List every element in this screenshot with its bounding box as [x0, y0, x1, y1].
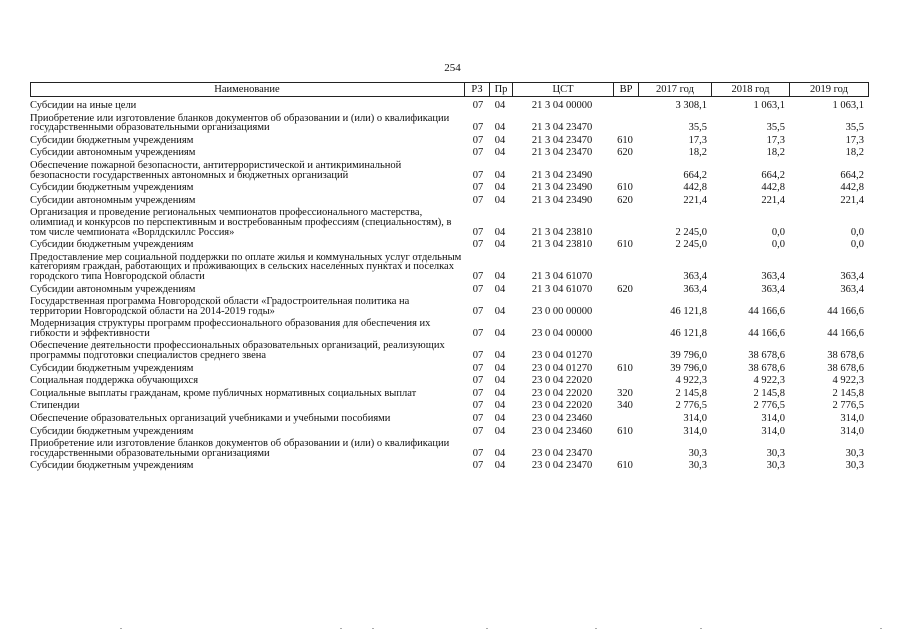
row-2017: 314,0	[683, 425, 707, 437]
row-rz: 07	[472, 122, 484, 134]
row-2017: 2 245,0	[675, 226, 707, 238]
row-2017: 2 776,5	[675, 400, 707, 412]
row-rz: 07	[472, 100, 484, 111]
row-pr: 04	[494, 100, 506, 111]
row-vr: 320	[617, 387, 633, 399]
row-rz: 07	[472, 194, 484, 206]
row-2017: 46 121,8	[670, 327, 707, 339]
row-2018: 38 678,6	[748, 350, 785, 362]
row-pr: 04	[494, 375, 506, 387]
row-cst: 23 0 04 00000	[531, 327, 593, 339]
row-cst: 23 0 04 01270	[531, 350, 593, 362]
row-2019: 363,4	[840, 270, 864, 282]
table-row	[30, 285, 869, 295]
row-2017: 3 308,1	[675, 100, 707, 111]
row-2018: 2 145,8	[753, 387, 785, 399]
row-name: Приобретение или изготовление бланков документов об образовании и (или) о квалификации государственными образовательными организациями	[30, 438, 450, 459]
row-vr: 620	[617, 283, 633, 295]
row-pr: 04	[494, 182, 506, 194]
row-2017: 221,4	[683, 194, 707, 206]
row-name: Организация и проведение региональных чемпионатов профессионального мастерства, олимпиад и конкурсов по перспективным и востребованным профессиям (специальностям), в том числе чемпионата «Ворлдскиллс Россия»	[30, 207, 452, 238]
row-name: Стипендии	[30, 400, 80, 412]
page-number: 254	[444, 62, 461, 74]
table-row	[30, 341, 869, 360]
row-2019: 44 166,6	[827, 305, 864, 317]
row-name: Субсидии бюджетным учреждениям	[30, 134, 194, 146]
row-cst: 23 0 00 00000	[531, 305, 593, 317]
row-2017: 18,2	[688, 147, 707, 159]
row-cst: 23 0 04 23470	[531, 447, 593, 459]
row-rz: 07	[472, 387, 484, 399]
row-name: Субсидии автономным учреждениям	[30, 147, 196, 159]
row-rz: 07	[472, 134, 484, 146]
row-pr: 04	[494, 239, 506, 251]
row-rz: 07	[472, 305, 484, 317]
row-name: Обеспечение образовательных организаций учебниками и учебными пособиями	[30, 413, 391, 425]
row-vr: 610	[617, 239, 633, 251]
table-row	[30, 414, 869, 424]
row-2018: 0,0	[771, 239, 785, 251]
row-2017: 664,2	[683, 169, 707, 181]
row-vr: 610	[617, 460, 633, 472]
row-pr: 04	[494, 413, 506, 425]
row-2018: 44 166,6	[748, 327, 785, 339]
row-2017: 30,3	[688, 460, 707, 472]
row-2019: 2 145,8	[832, 387, 864, 399]
row-cst: 21 3 04 23470	[531, 147, 593, 159]
row-cst: 21 3 04 23470	[531, 134, 593, 146]
row-2019: 38 678,6	[827, 350, 864, 362]
row-name: Субсидии автономным учреждениям	[30, 283, 196, 295]
row-cst: 21 3 04 23810	[531, 226, 593, 238]
row-cst: 23 0 04 22020	[531, 387, 593, 399]
row-2018: 4 922,3	[753, 375, 785, 387]
row-rz: 07	[472, 413, 484, 425]
table-row	[30, 208, 869, 237]
header-2019: 2019 год	[810, 84, 848, 95]
row-rz: 07	[472, 447, 484, 459]
row-rz: 07	[472, 350, 484, 362]
row-pr: 04	[494, 350, 506, 362]
row-2018: 30,3	[766, 447, 785, 459]
row-2018: 38 678,6	[748, 362, 785, 374]
row-name: Социальная поддержка обучающихся	[30, 375, 199, 387]
row-2018: 363,4	[761, 283, 785, 295]
row-name: Субсидии бюджетным учреждениям	[30, 239, 194, 251]
table-row	[30, 240, 869, 250]
row-2017: 39 796,0	[670, 362, 707, 374]
row-vr: 340	[617, 400, 633, 412]
table-row	[30, 183, 869, 193]
row-vr: 610	[617, 182, 633, 194]
header-cst: ЦСТ	[552, 84, 574, 95]
row-2018: 0,0	[771, 226, 785, 238]
row-rz: 07	[472, 400, 484, 412]
row-2019: 664,2	[840, 169, 864, 181]
row-cst: 21 3 04 61070	[531, 283, 593, 295]
row-2018: 442,8	[761, 182, 785, 194]
row-cst: 21 3 04 23490	[531, 194, 593, 206]
row-cst: 21 3 04 23470	[531, 122, 593, 134]
scan-marks	[0, 628, 905, 634]
row-2018: 30,3	[766, 460, 785, 472]
row-name: Социальные выплаты гражданам, кроме публичных нормативных социальных выплат	[30, 387, 417, 399]
row-name: Модернизация структуры программ профессионального образования для обеспечения их гибкости и эффективности	[30, 318, 431, 339]
row-name: Субсидии бюджетным учреждениям	[30, 182, 194, 194]
row-name: Субсидии бюджетным учреждениям	[30, 362, 194, 374]
row-pr: 04	[494, 305, 506, 317]
row-rz: 07	[472, 283, 484, 295]
row-2019: 17,3	[845, 134, 864, 146]
row-2017: 39 796,0	[670, 350, 707, 362]
table-row	[30, 401, 869, 411]
row-name: Субсидии автономным учреждениям	[30, 194, 196, 206]
row-vr: 610	[617, 425, 633, 437]
row-2019: 314,0	[840, 425, 864, 437]
row-rz: 07	[472, 226, 484, 238]
row-2017: 2 145,8	[675, 387, 707, 399]
row-vr: 620	[617, 194, 633, 206]
row-pr: 04	[494, 362, 506, 374]
row-pr: 04	[494, 226, 506, 238]
header-name: Наименование	[214, 84, 280, 95]
table-row	[30, 376, 869, 386]
row-rz: 07	[472, 270, 484, 282]
header-rz: РЗ	[471, 84, 483, 95]
row-pr: 04	[494, 327, 506, 339]
row-rz: 07	[472, 182, 484, 194]
row-rz: 07	[472, 169, 484, 181]
row-vr: 620	[617, 147, 633, 159]
row-pr: 04	[494, 194, 506, 206]
row-2018: 314,0	[761, 413, 785, 425]
row-2019: 4 922,3	[832, 375, 864, 387]
row-name: Предоставление мер социальной поддержки по оплате жилья и коммунальных услуг отдельным категориям граждан, работающих и проживающих в сельских населенных пунктах и поселках городского типа Новгородской области	[30, 251, 462, 282]
row-2019: 38 678,6	[827, 362, 864, 374]
row-2019: 363,4	[840, 283, 864, 295]
row-cst: 23 0 04 01270	[531, 362, 593, 374]
row-vr: 610	[617, 134, 633, 146]
row-2017: 46 121,8	[670, 305, 707, 317]
table-row	[30, 253, 869, 282]
table-row	[30, 148, 869, 158]
table-row	[30, 461, 869, 471]
row-2019: 44 166,6	[827, 327, 864, 339]
row-cst: 21 3 04 61070	[531, 270, 593, 282]
table-row	[30, 196, 869, 206]
row-name: Субсидии бюджетным учреждениям	[30, 425, 194, 437]
row-rz: 07	[472, 239, 484, 251]
row-cst: 23 0 04 22020	[531, 400, 593, 412]
row-rz: 07	[472, 147, 484, 159]
header-2017: 2017 год	[656, 84, 694, 95]
table-row	[30, 364, 869, 374]
row-2017: 30,3	[688, 447, 707, 459]
row-pr: 04	[494, 270, 506, 282]
row-pr: 04	[494, 425, 506, 437]
row-2019: 0,0	[850, 226, 864, 238]
row-2019: 442,8	[840, 182, 864, 194]
row-cst: 21 3 04 23490	[531, 182, 593, 194]
table-body	[30, 101, 869, 471]
row-name: Обеспечение деятельности профессиональных образовательных организаций, реализующих программы подготовки специалистов среднего звена	[30, 340, 445, 362]
row-2017: 4 922,3	[675, 375, 707, 387]
row-pr: 04	[494, 400, 506, 412]
row-2018: 35,5	[766, 122, 785, 134]
row-2017: 314,0	[683, 413, 707, 425]
row-name: Приобретение или изготовление бланков документов об образовании и (или) о квалификации государственными образовательными организациями	[30, 112, 450, 134]
table-row	[30, 427, 869, 437]
table-row	[30, 136, 869, 146]
table-row	[30, 101, 869, 111]
row-name: Обеспечение пожарной безопасности, антитеррористической и антикриминальной безопасности государственных автономных и бюджетных организаций	[30, 159, 402, 181]
table-row	[30, 439, 869, 458]
row-2018: 2 776,5	[753, 400, 785, 412]
row-2018: 664,2	[761, 169, 785, 181]
row-pr: 04	[494, 283, 506, 295]
row-2019: 221,4	[840, 194, 864, 206]
row-name: Государственная программа Новгородской области «Градостроительная политика на территории Новгородской области на 2014-2019 годы»	[30, 296, 410, 317]
row-2017: 2 245,0	[675, 239, 707, 251]
header-pr: Пр	[494, 84, 508, 95]
row-name: Субсидии бюджетным учреждениям	[30, 460, 194, 472]
row-2019: 35,5	[845, 122, 864, 134]
row-2017: 363,4	[683, 270, 707, 282]
row-cst: 23 0 04 23460	[531, 425, 593, 437]
row-cst: 21 3 04 00000	[531, 100, 593, 111]
row-cst: 23 0 04 23470	[531, 460, 593, 472]
row-cst: 23 0 04 22020	[531, 375, 593, 387]
row-2019: 18,2	[845, 147, 864, 159]
row-2019: 30,3	[845, 447, 864, 459]
row-2019: 2 776,5	[832, 400, 864, 412]
row-2018: 17,3	[766, 134, 785, 146]
row-vr: 610	[617, 362, 633, 374]
row-2018: 314,0	[761, 425, 785, 437]
row-pr: 04	[494, 134, 506, 146]
row-pr: 04	[494, 169, 506, 181]
table-row	[30, 297, 869, 316]
row-pr: 04	[494, 122, 506, 134]
table-row	[30, 114, 869, 133]
row-2018: 1 063,1	[753, 100, 785, 111]
row-pr: 04	[494, 387, 506, 399]
row-pr: 04	[494, 147, 506, 159]
row-2019: 1 063,1	[832, 100, 864, 111]
row-cst: 23 0 04 23460	[531, 413, 593, 425]
row-pr: 04	[494, 460, 506, 472]
row-rz: 07	[472, 327, 484, 339]
row-cst: 21 3 04 23810	[531, 239, 593, 251]
table-row	[30, 389, 869, 399]
row-2019: 314,0	[840, 413, 864, 425]
row-2018: 44 166,6	[748, 305, 785, 317]
row-pr: 04	[494, 447, 506, 459]
row-rz: 07	[472, 375, 484, 387]
row-2017: 363,4	[683, 283, 707, 295]
table-row	[30, 319, 869, 338]
row-rz: 07	[472, 460, 484, 472]
header-vr: ВР	[619, 84, 633, 95]
row-2019: 0,0	[850, 239, 864, 251]
row-rz: 07	[472, 362, 484, 374]
row-2017: 442,8	[683, 182, 707, 194]
row-2018: 221,4	[761, 194, 785, 206]
row-2018: 363,4	[761, 270, 785, 282]
table-header	[30, 82, 869, 97]
row-2018: 18,2	[766, 147, 785, 159]
header-2018: 2018 год	[731, 84, 770, 95]
row-rz: 07	[472, 425, 484, 437]
row-2019: 30,3	[845, 460, 864, 472]
row-2017: 17,3	[688, 134, 707, 146]
row-cst: 21 3 04 23490	[531, 169, 593, 181]
table-row	[30, 161, 869, 180]
row-name: Субсидии на иные цели	[30, 100, 137, 111]
row-2017: 35,5	[688, 122, 707, 134]
